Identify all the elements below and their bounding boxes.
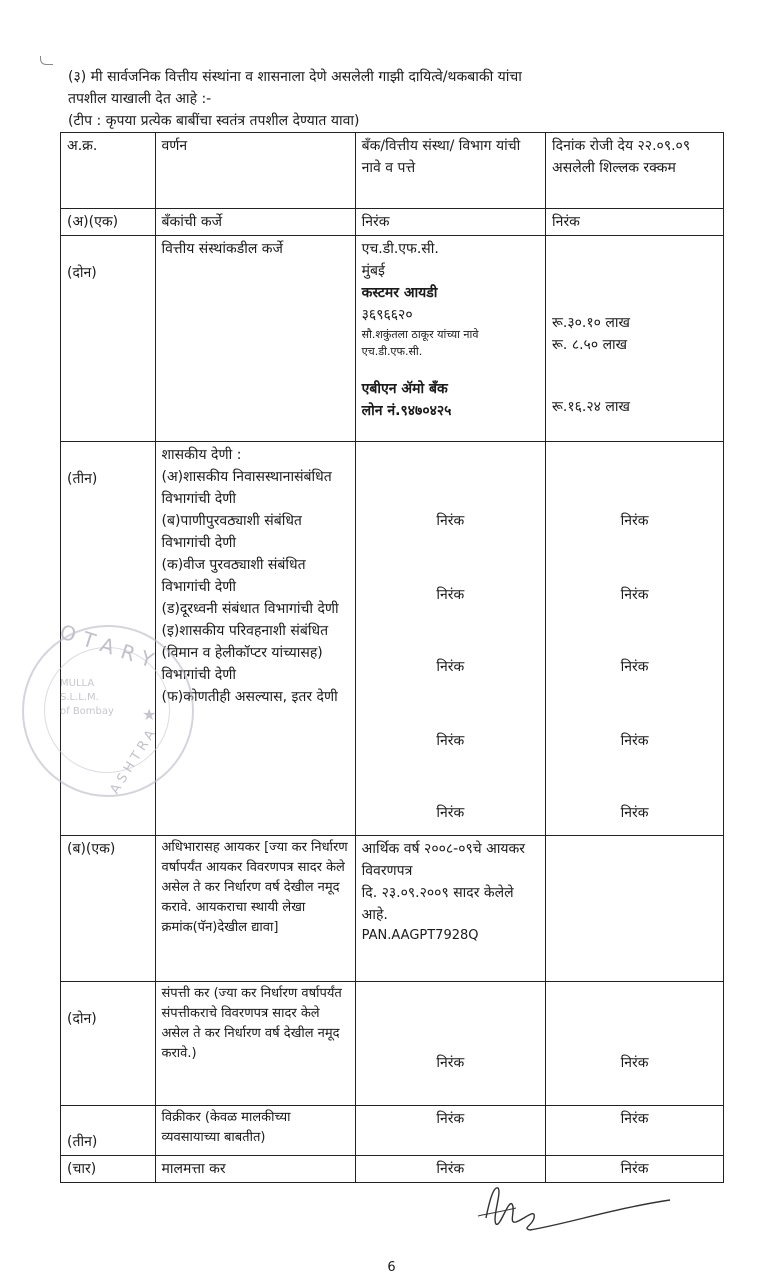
bank-city: मुंबई	[361, 263, 385, 279]
header-serial: अ.क्र.	[61, 133, 156, 209]
row-amount: निरंक	[546, 982, 724, 1106]
table-row	[61, 1106, 724, 1156]
tax-return-year: आर्थिक वर्ष २००८-०९चे आयकर विवरणपत्र	[361, 841, 526, 879]
row-description: अधिभारासह आयकर [ज्या कर निर्धारण वर्षापर्यंत आयकर विवरणपत्र सादर केले असेल ते कर निर्धारण वर्ष देखील नमूद करावे. आयकराचा स्थायी लेखा क्रमांक(पॅन)देखील द्यावा]	[155, 836, 355, 982]
row-description: विक्रीकर (केवळ मालकीच्या व्यवसायाच्या बाबतीत)	[155, 1106, 355, 1156]
row-amount: निरंक	[546, 1156, 724, 1183]
nil-value: निरंक	[620, 805, 649, 821]
row-bank	[355, 442, 545, 836]
row-description: वित्तीय संस्थांकडील कर्जे	[155, 236, 355, 442]
row-bank: निरंक	[355, 1106, 545, 1156]
stamp-star-icon: ★	[142, 705, 157, 724]
dues-item: (ड)दूरध्वनी संबंधात विभागांची देणी	[161, 601, 339, 617]
nil-value: निरंक	[436, 805, 465, 821]
row-amount	[546, 836, 724, 982]
account-holder-note: सौ.शकुंतला ठाकूर यांच्या नावे एच.डी.एफ.सी.	[361, 328, 479, 358]
row-serial: (तीन)	[61, 1106, 156, 1156]
page-number: 6	[387, 1260, 396, 1275]
header-amount: दिनांक रोजी देय २२.०९.०९ असलेली शिल्लक रक्कम	[546, 133, 724, 209]
nil-value: निरंक	[436, 733, 465, 749]
table-header-row	[61, 133, 724, 209]
row-amount: निरंक	[546, 209, 724, 236]
tax-return-date: दि. २३.०९.२००९ सादर केलेले आहे.	[361, 885, 514, 923]
dues-item: (इ)शासकीय परिवहनाशी संबंधित (विमान व हेलीकॉप्टर यांच्यासह) विभागांची देणी	[161, 623, 329, 683]
intro-text	[68, 66, 728, 132]
intro-note: (टीप : कृपया प्रत्येक बाबींचा स्वतंत्र तपशील देण्यात यावा)	[68, 113, 360, 129]
row-serial: (अ)(एक)	[61, 209, 156, 236]
signature	[456, 1178, 676, 1238]
row-description	[155, 442, 355, 836]
row-serial: (दोन)	[61, 982, 156, 1106]
customer-id: ३६९६६२०	[361, 307, 413, 323]
table-row	[61, 982, 724, 1106]
row-amount	[546, 236, 724, 442]
amount-2: रू. ८.५० लाख	[552, 337, 628, 353]
stamp-center-text: MULLA S.L.L.M. of Bombay	[60, 678, 114, 717]
pan-number: PAN.AAGPT7928Q	[361, 928, 479, 943]
row-serial: (ब)(एक)	[61, 836, 156, 982]
row-amount	[546, 442, 724, 836]
intro-line-1: (३) मी सार्वजनिक वित्तीय संस्थांना व शासनाला देणे असलेली गाझी दायित्वे/थकबाकी यांचा	[68, 69, 522, 85]
dues-item: (क)वीज पुरवठ्याशी संबंधित विभागांची देणी	[161, 557, 306, 595]
nil-value: निरंक	[620, 733, 649, 749]
stamp-top-text: OTARY	[56, 619, 165, 675]
nil-value: निरंक	[436, 659, 465, 675]
nil-value: निरंक	[436, 513, 465, 529]
customer-id-label: कस्टमर आयडी	[361, 285, 438, 301]
nil-value: निरंक	[620, 659, 649, 675]
row-serial: (चार)	[61, 1156, 156, 1183]
loan-number: लोन नं.९४७०४२५	[361, 403, 452, 419]
row-bank	[355, 836, 545, 982]
header-bank: बँक/वित्तीय संस्था/ विभाग यांची नावे व पत्ते	[355, 133, 545, 209]
header-description: वर्णन	[155, 133, 355, 209]
table-row	[61, 209, 724, 236]
row-serial: (दोन)	[61, 236, 156, 442]
row-description: संपत्ती कर (ज्या कर निर्धारण वर्षापर्यंत संपत्तीकराचे विवरणपत्र सादर केले असेल ते कर निर्धारण वर्ष देखील नमूद करावे.)	[155, 982, 355, 1106]
table-row	[61, 836, 724, 982]
corner-mark	[40, 56, 53, 65]
nil-value: निरंक	[620, 587, 649, 603]
nil-value: निरंक	[436, 587, 465, 603]
row-description: मालमत्ता कर	[155, 1156, 355, 1183]
row-description: बँकांची कर्जे	[155, 209, 355, 236]
amount-1: रू.३०.१० लाख	[552, 315, 630, 331]
row-bank: निरंक	[355, 982, 545, 1106]
table-row	[61, 236, 724, 442]
nil-value: निरंक	[620, 513, 649, 529]
row-serial: (तीन)	[61, 442, 156, 836]
row-bank: निरंक	[355, 209, 545, 236]
row-bank	[355, 236, 545, 442]
amount-3: रू.१६.२४ लाख	[552, 399, 630, 415]
intro-line-2: तपशील याखाली देत आहे :-	[68, 91, 212, 107]
stamp-bottom-text: ASHTRA	[107, 724, 161, 797]
dues-item: (ब)पाणीपुरवठ्याशी संबंधित विभागांची देणी	[161, 513, 302, 551]
government-dues-heading: शासकीय देणी :	[161, 447, 242, 463]
bank-name: एच.डी.एफ.सी.	[361, 241, 439, 257]
row-bank: निरंक	[355, 1156, 545, 1183]
row-amount: निरंक	[546, 1106, 724, 1156]
dues-item: (अ)शासकीय निवासस्थानासंबंधित विभागांची देणी	[161, 469, 332, 507]
dues-item: (फ)कोणतीही असल्यास, इतर देणी	[161, 689, 338, 705]
bank-name-2: एबीएन ॲमो बँक	[361, 381, 448, 397]
notary-stamp	[22, 619, 194, 797]
